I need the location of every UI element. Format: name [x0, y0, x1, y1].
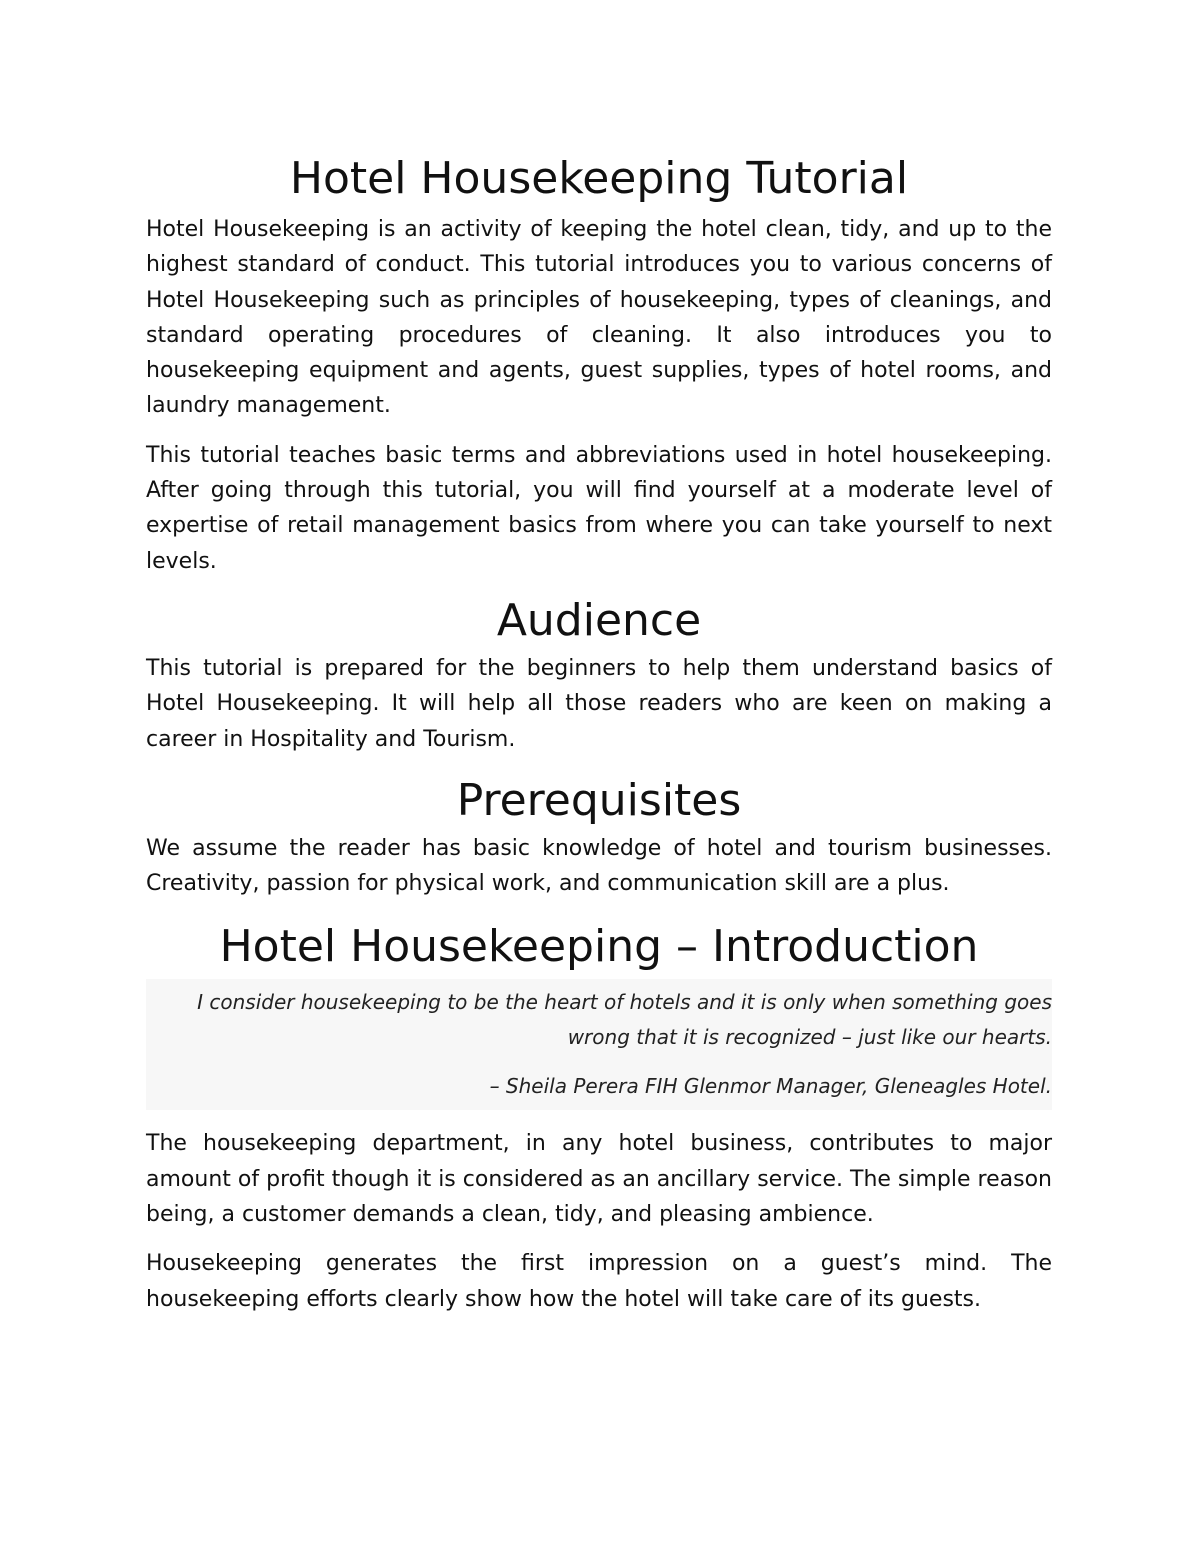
intro-paragraph-1: Hotel Housekeeping is an activity of keeping the hotel clean, tidy, and up to the highest standard of conduct. This tutorial introduces you to various concerns of Hotel Housekeeping such as principles of housekeeping, types of cleanings, and standard operating procedures of cleaning. It also introduces you to housekeeping equipment and agents, guest supplies, types of hotel rooms, and laundry management. — [146, 217, 1052, 419]
audience-heading: Audience — [496, 594, 702, 646]
intro-paragraph-2: This tutorial teaches basic terms and abbreviations used in hotel housekeeping. After going through this tutorial, you will find yourself at a moderate level of expertise of retail management basics from where you can take yourself to next levels. — [146, 442, 1052, 574]
introduction-paragraph-2: Housekeeping generates the first impression on a guest’s mind. The housekeeping efforts clearly show how the hotel will take care of its guests. — [146, 1251, 1052, 1312]
introduction-paragraph-1: The housekeeping department, in any hotel business, contributes to major amount of profit though it is considered as an ancillary service. The simple reason being, a customer demands a clean, tidy, and pleasing ambience. — [146, 1131, 1052, 1228]
quote-block — [146, 979, 1052, 1110]
quote-text: I consider housekeeping to be the heart of hotels and it is only when something goes wrong that it is recognized – just like our hearts. — [197, 990, 1052, 1050]
prerequisites-paragraph: We assume the reader has basic knowledge of hotel and tourism businesses. Creativity, passion for physical work, and communication skill are a plus. — [146, 835, 1052, 897]
document-page — [146, 148, 1052, 1317]
prerequisites-heading: Prerequisites — [456, 774, 742, 826]
audience-paragraph: This tutorial is prepared for the beginners to help them understand basics of Hotel Housekeeping. It will help all those readers who are keen on making a career in Hospitality and Tourism. — [146, 655, 1052, 752]
quote-attribution: – Sheila Perera FIH Glenmor Manager, Gleneagles Hotel. — [489, 1074, 1052, 1099]
introduction-heading: Hotel Housekeeping – Introduction — [219, 921, 979, 973]
document-title: Hotel Housekeeping Tutorial — [289, 153, 909, 204]
